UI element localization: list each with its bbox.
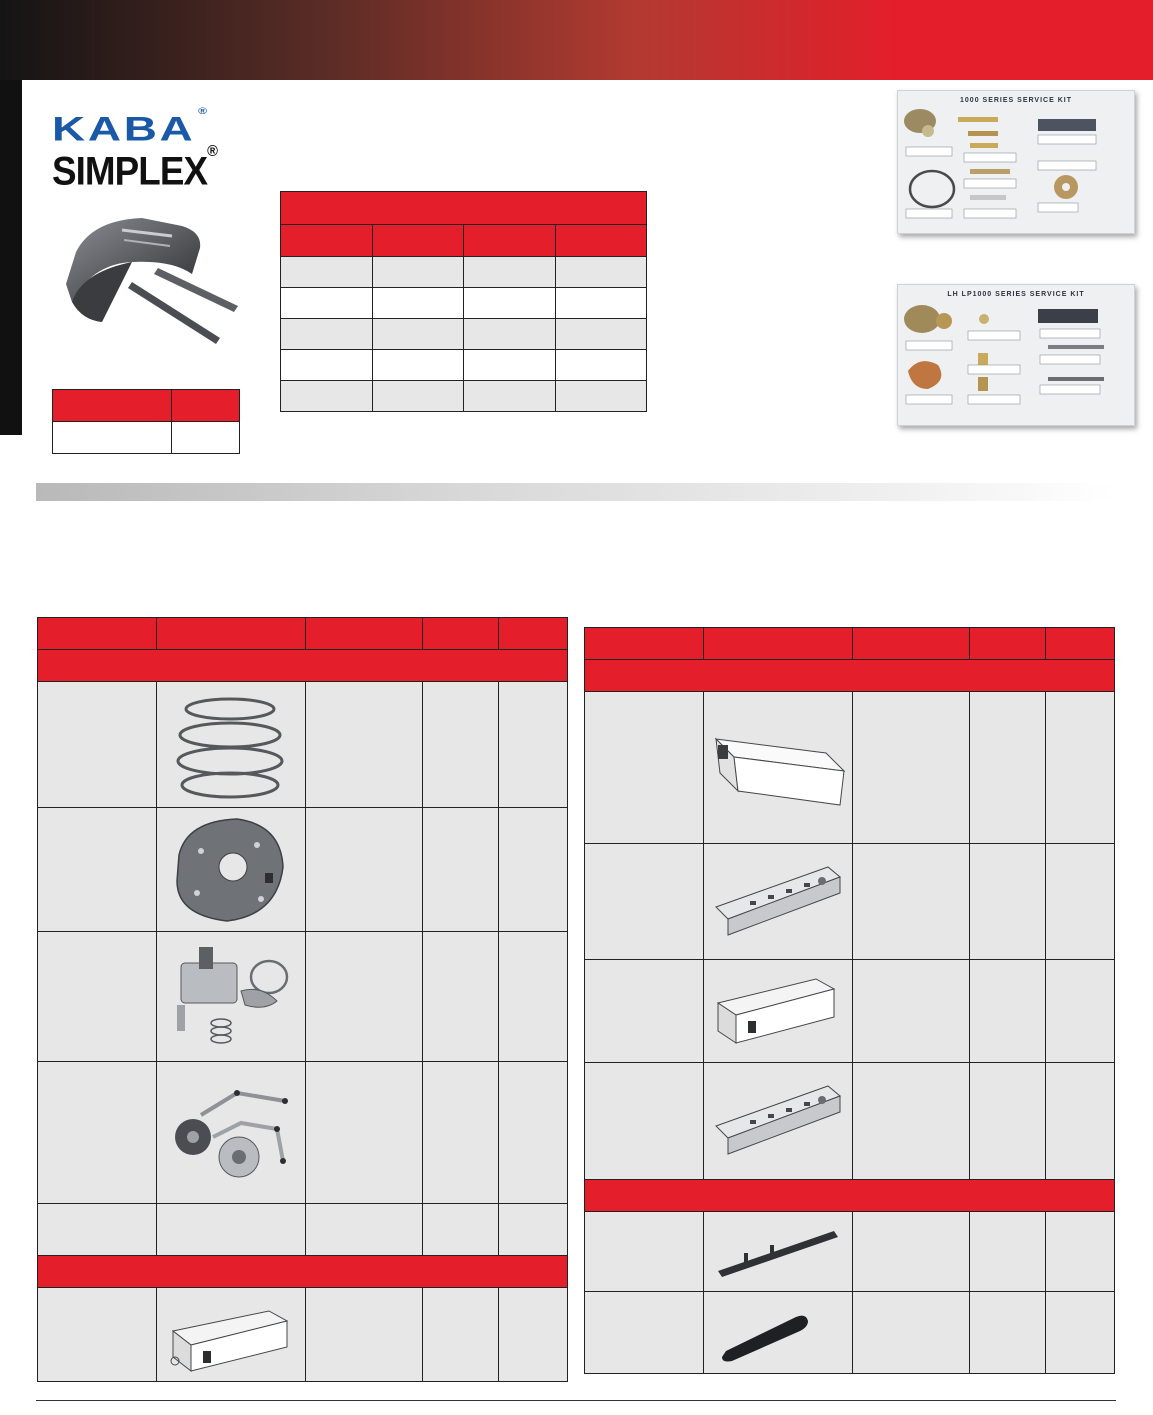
lock-housing-icon (157, 1291, 303, 1379)
rail-cell-2 (704, 1063, 853, 1180)
housing-open-cell (704, 692, 853, 844)
side-tab (0, 80, 22, 435)
lock-housing-icon (704, 963, 850, 1059)
cover-clip-icon (704, 1295, 850, 1371)
spring-cell (157, 682, 306, 808)
hub-cell (157, 932, 306, 1062)
hub-assembly-icon (157, 935, 303, 1059)
service-kit-title: 1000 SERIES SERVICE KIT (960, 97, 1072, 104)
spindle-rail-icon (704, 1066, 850, 1176)
footer-rule (36, 1400, 1116, 1401)
left-parts-table (37, 617, 568, 1382)
service-kit-title: LH LP1000 SERIES SERVICE KIT (947, 291, 1085, 298)
header-banner (0, 0, 1153, 80)
right-parts-table (584, 627, 1115, 1374)
spindle-rail-icon (704, 847, 850, 957)
section-divider (36, 483, 1116, 501)
housing-closed-cell (704, 960, 853, 1063)
logo-kaba-text: KABA (52, 110, 196, 149)
plate-cell (157, 808, 306, 932)
lock-housing-icon (704, 695, 850, 841)
kaba-simplex-logo: KABA ® SIMPLEX® (52, 106, 218, 194)
rail-cell (704, 844, 853, 960)
bar-cell (704, 1212, 853, 1292)
clutch-plate-icon (157, 811, 303, 929)
spring-icon (157, 685, 303, 805)
housing-cell (157, 1288, 306, 1382)
service-kit-photo-1000 (897, 90, 1135, 234)
clip-table (52, 389, 240, 454)
linkage-cell (157, 1062, 306, 1204)
top-parts-table (280, 191, 647, 412)
linkage-icon (157, 1065, 303, 1201)
cover-cell (704, 1292, 853, 1374)
cover-clip-image (62, 212, 242, 352)
service-kit-photo-lp1000 (897, 284, 1135, 426)
logo-simplex-text: SIMPLEX (52, 149, 208, 194)
spindle-rail-icon (704, 1215, 850, 1289)
